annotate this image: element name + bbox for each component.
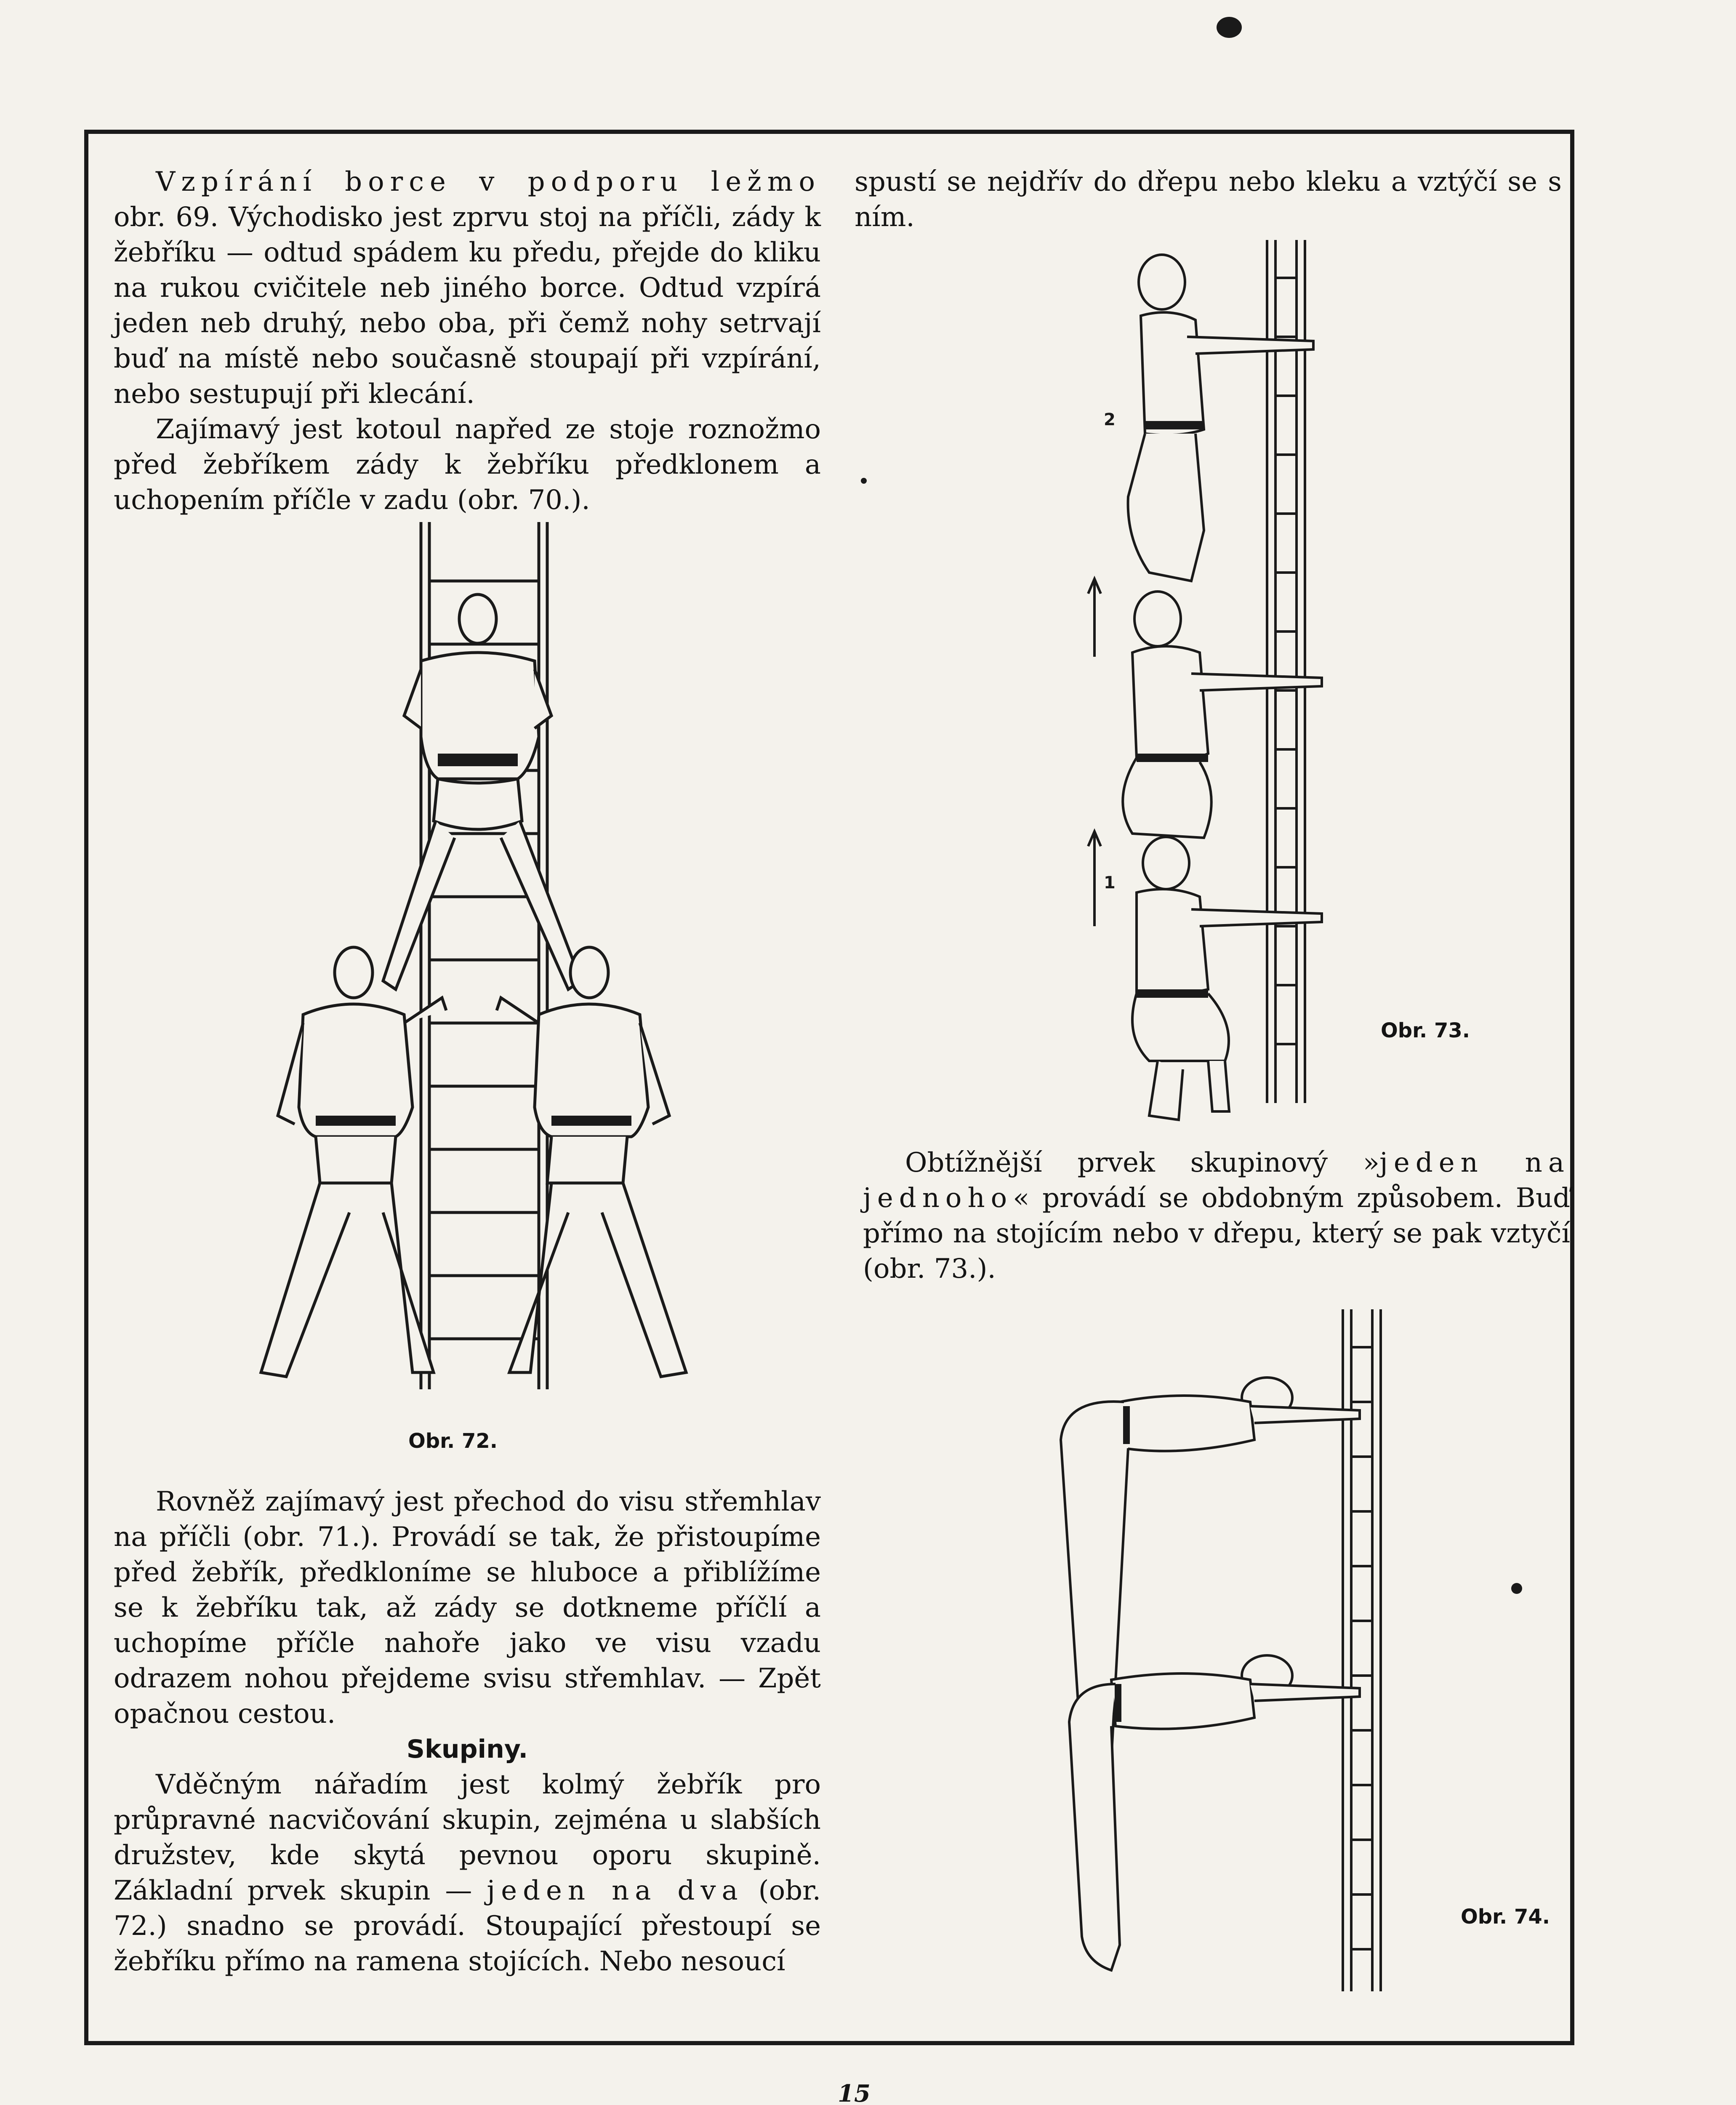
figure-73-illustration xyxy=(1086,236,1381,1128)
term-spaced: jeden na jednoho xyxy=(863,1147,1570,1214)
paragraph-groups: Vděčným nářadím jest kolmý žebřík pro průpravné nacvičování skupin, zejména u slabších družstev, kde skytá pevnou oporu skupině. Základní prvek skupin — jeden na dva (obr. 72.) snadno se provádí. Stoupající přestoupí se žebříku přímo na ramena stojících. Nebo nesoucí xyxy=(114,1769,821,1977)
figure-72-illustration xyxy=(244,518,749,1423)
right-column-top xyxy=(855,164,1562,235)
paragraph-hang-transition: Rovněž zajímavý jest přechod do visu střemhlav na příčli (obr. 71.). Provádí se tak, že přistoupíme před žebřík, předkloníme se hluboce a přiblížíme se k žebříku tak, až zády se dotkneme příčlí a uchopíme příčle nahoře jako ve visu vzadu odrazem nohou přejdeme svisu střemhlav. — Zpět opačnou cestou. xyxy=(114,1486,821,1729)
left-column-top xyxy=(114,164,821,518)
scan-speck xyxy=(861,478,867,484)
figure-74-caption: Obr. 74. xyxy=(1461,1905,1550,1929)
scan-speck xyxy=(1217,17,1242,38)
page-number: 15 xyxy=(838,2080,871,2105)
term-spaced: jeden na dva xyxy=(487,1875,744,1906)
section-heading-skupiny: Skupiny. xyxy=(406,1735,528,1764)
paragraph-continuation: spustí se nejdřív do dřepu nebo kleku a vztýčí se s ním. xyxy=(855,166,1562,233)
scan-speck xyxy=(1511,1583,1522,1594)
paragraph-forward-roll: Zajímavý jest kotoul napřed ze stoje roznožmo před žebříkem zády k žebříku předklonem a uchopením příčle v zadu (obr. 70.). xyxy=(114,414,821,516)
figure-73-caption: Obr. 73. xyxy=(1381,1019,1470,1042)
figure-73-marker-2: 2 xyxy=(1104,410,1116,429)
figure-74-illustration xyxy=(1014,1305,1419,2004)
left-column-bottom xyxy=(114,1484,821,1979)
figure-72-caption: Obr. 72. xyxy=(408,1429,498,1453)
term-spaced: Vzpírání borce v podporu ležmo xyxy=(156,166,821,197)
figure-73-marker-1: 1 xyxy=(1104,873,1116,893)
right-column-middle xyxy=(863,1145,1570,1287)
paragraph-one-on-one: Obtížnější prvek skupinový »jeden na jednoho« provádí se obdobným způsobem. Buď přímo na stojícím nebo v dřepu, který se pak vztyčí (obr. 73.). xyxy=(863,1147,1570,1284)
paragraph-wall-bar-press: Vzpírání borce v podporu ležmo obr. 69. Východisko jest zprvu stoj na příčli, zády k žebříku — odtud spádem ku předu, přejde do kliku na rukou cvičitele neb jiného borce. Odtud vzpírá jeden neb druhý, nebo oba, při čemž nohy setrvají buď na místě nebo současně stoupají při vzpírání, nebo sestupují při klecání. xyxy=(114,166,821,410)
